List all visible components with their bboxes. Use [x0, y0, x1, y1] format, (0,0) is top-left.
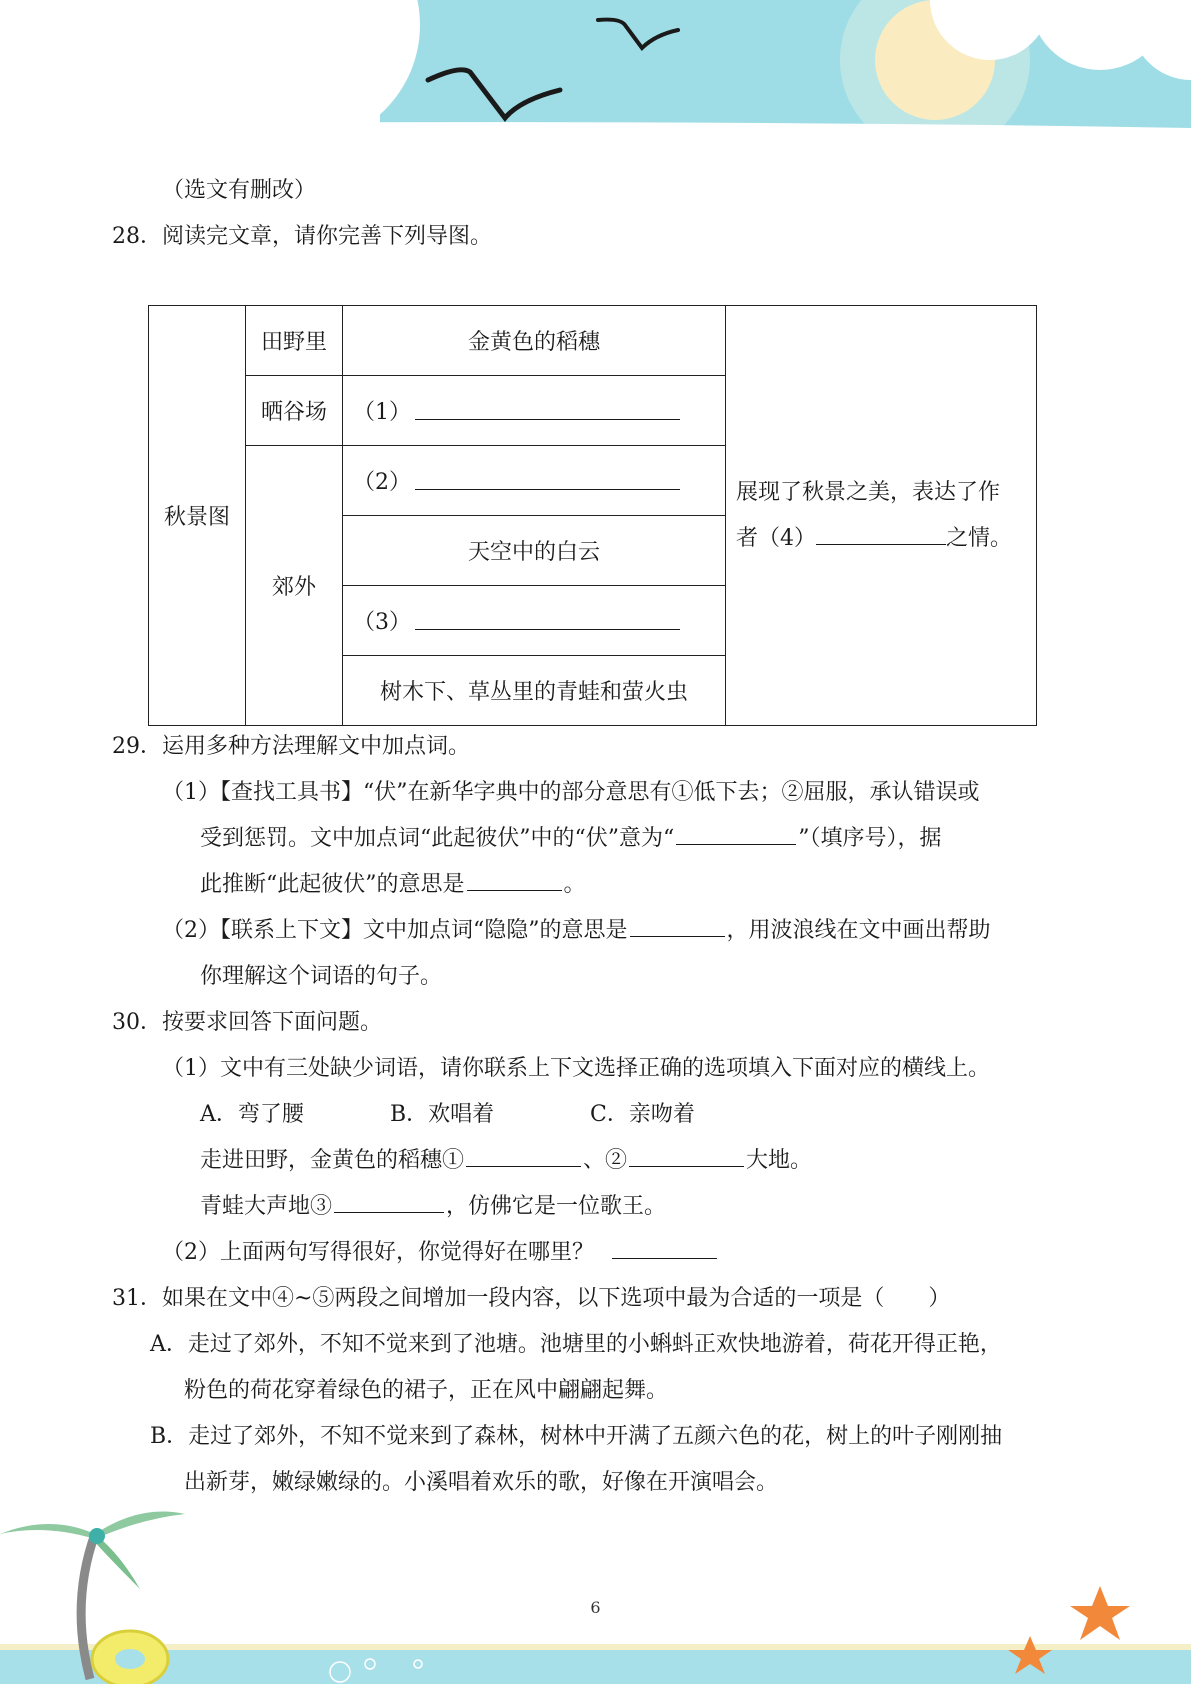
summary-prefix: 者（4）	[736, 525, 816, 551]
answer-blank-q29-1[interactable]	[676, 820, 796, 845]
q31-option-a-line2: 粉色的荷花穿着绿色的裙子，正在风中翩翩起舞。	[184, 1378, 669, 1403]
scene-blank-1	[343, 376, 726, 446]
q29-part2-line2: 你理解这个词语的句子。	[200, 964, 443, 989]
answer-blank-q30-3[interactable]	[334, 1188, 444, 1213]
question-29-title: 29．运用多种方法理解文中加点词。	[112, 734, 470, 759]
footer-decoration	[0, 1494, 1191, 1684]
q30-text: （2）上面两句写得很好，你觉得好在哪里？	[162, 1240, 594, 1265]
q30-part2	[112, 1230, 1082, 1276]
swim-ring-icon	[92, 1631, 168, 1684]
scene-rice: 金黄色的稻穗	[343, 306, 726, 376]
q29-text: （2）【联系上下文】文中加点词“隐隐”的意思是	[162, 918, 628, 943]
q31-option-b-line2: 出新芽，嫩绿嫩绿的。小溪唱着欢乐的歌，好像在开演唱会。	[184, 1470, 779, 1495]
answer-blank-q30-4[interactable]	[612, 1234, 717, 1259]
source-note: （选文有删改）	[162, 178, 317, 203]
summary-suffix: 之情。	[946, 525, 1013, 551]
answer-blank-3[interactable]	[415, 604, 680, 629]
q29-text: ，用波浪线在文中画出帮助	[726, 918, 991, 943]
cloud-icon	[0, 0, 420, 140]
option-a[interactable]: A．弯了腰	[200, 1102, 304, 1127]
scene-blank-2	[343, 446, 726, 516]
q30-text: 大地。	[746, 1148, 813, 1173]
q29-text: 受到惩罚。文中加点词“此起彼伏”中的“伏”意为“	[200, 826, 675, 851]
q29-text: 。	[563, 872, 586, 897]
summary-cell	[726, 306, 1037, 726]
answer-blank-q30-2[interactable]	[629, 1142, 744, 1167]
q30-sentence1	[112, 1138, 1082, 1184]
exam-content	[112, 168, 1082, 260]
blank-label-1: （1）	[353, 400, 411, 426]
answer-blank-q30-1[interactable]	[466, 1142, 581, 1167]
q30-part1: （1）文中有三处缺少词语，请你联系上下文选择正确的选项填入下面对应的横线上。	[162, 1056, 990, 1081]
question-31-title: 31．如果在文中④~⑤两段之间增加一段内容，以下选项中最为合适的一项是（ ）	[112, 1286, 951, 1311]
q30-text: 青蛙大声地③	[200, 1194, 333, 1219]
page-number: 6	[590, 1598, 601, 1617]
summary-line2	[736, 516, 1026, 562]
scene-frogs: 树木下、草丛里的青蛙和萤火虫	[343, 656, 726, 726]
answer-blank-2[interactable]	[415, 464, 680, 489]
q29-part1-line1: （1）【查找工具书】“伏”在新华字典中的部分意思有①低下去；②屈服，承认错误或	[162, 780, 980, 805]
q29-text: ”（填序号），据	[798, 826, 942, 851]
q31-option-a-line1[interactable]: A．走过了郊外，不知不觉来到了池塘。池塘里的小蝌蚪正欢快地游着，荷花开得正艳，	[150, 1332, 1002, 1357]
blank-label-2: （2）	[353, 470, 411, 496]
q30-sentence2	[112, 1184, 1082, 1230]
question-30-title: 30．按要求回答下面问题。	[112, 1010, 382, 1035]
q29-part2-line1	[112, 908, 1082, 954]
q30-text: 走进田野，金黄色的稻穗①	[200, 1148, 465, 1173]
q31-option-b-line1[interactable]: B．走过了郊外，不知不觉来到了森林，树林中开满了五颜六色的花，树上的叶子刚刚抽	[150, 1424, 1003, 1449]
blank-label-3: （3）	[353, 610, 411, 636]
scene-clouds: 天空中的白云	[343, 516, 726, 586]
answer-blank-q29-2[interactable]	[467, 866, 562, 891]
place-field: 田野里	[246, 306, 343, 376]
q30-text: 、②	[583, 1148, 628, 1173]
question-28-title: 28．阅读完文章，请你完善下列导图。	[112, 224, 492, 249]
option-b[interactable]: B．欢唱着	[390, 1102, 495, 1127]
q29-text: 此推断“此起彼伏”的意思是	[200, 872, 465, 897]
summary-line1: 展现了秋景之美，表达了作	[736, 479, 1001, 505]
scene-blank-3	[343, 586, 726, 656]
place-suburb: 郊外	[246, 446, 343, 726]
place-yard: 晒谷场	[246, 376, 343, 446]
category-cell: 秋景图	[149, 306, 246, 726]
header-decoration	[0, 0, 1191, 140]
q29-part1-line3	[112, 862, 1082, 908]
q29-part1-line2	[112, 816, 1082, 862]
exam-content-lower	[112, 724, 1082, 1506]
answer-blank-q29-3[interactable]	[630, 912, 725, 937]
answer-blank-4[interactable]	[816, 519, 946, 544]
q30-text: ，仿佛它是一位歌王。	[446, 1194, 667, 1219]
q30-options	[112, 1092, 1082, 1138]
mind-map-table	[148, 305, 1037, 726]
option-c[interactable]: C．亲吻着	[590, 1102, 695, 1127]
answer-blank-1[interactable]	[415, 394, 680, 419]
